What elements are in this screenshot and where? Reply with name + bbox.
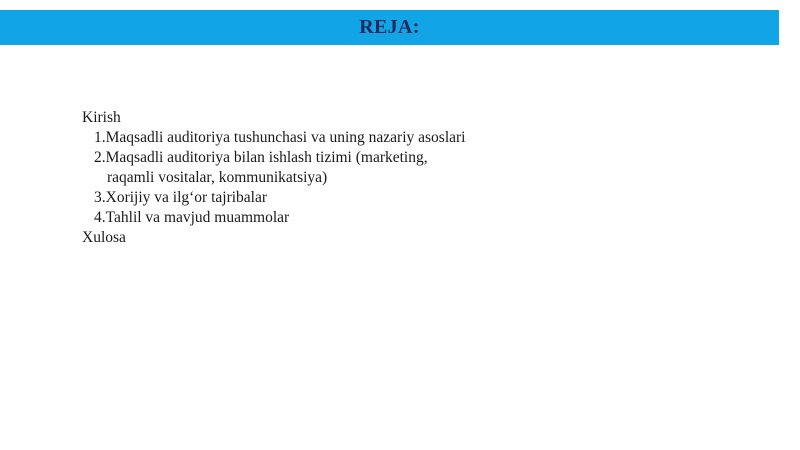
- title-bar: [0, 10, 779, 45]
- plan-item-2-continuation: raqamli vositalar, kommunikatsiya): [107, 169, 328, 186]
- plan-item-4: 4.Tahlil va mavjud muammolar: [94, 209, 290, 226]
- page-title: REJA:: [359, 16, 420, 38]
- plan-conclusion: Xulosa: [82, 229, 126, 246]
- plan-item-1: 1.Maqsadli auditoriya tushunchasi va uning nazariy asoslari: [94, 129, 466, 146]
- plan-intro: Kirish: [82, 109, 121, 126]
- plan-list: [82, 108, 762, 248]
- plan-item-2: 2.Maqsadli auditoriya bilan ishlash tizimi (marketing,: [94, 149, 428, 166]
- plan-item-3: 3.Xorijiy va ilg‘or tajribalar: [94, 189, 268, 206]
